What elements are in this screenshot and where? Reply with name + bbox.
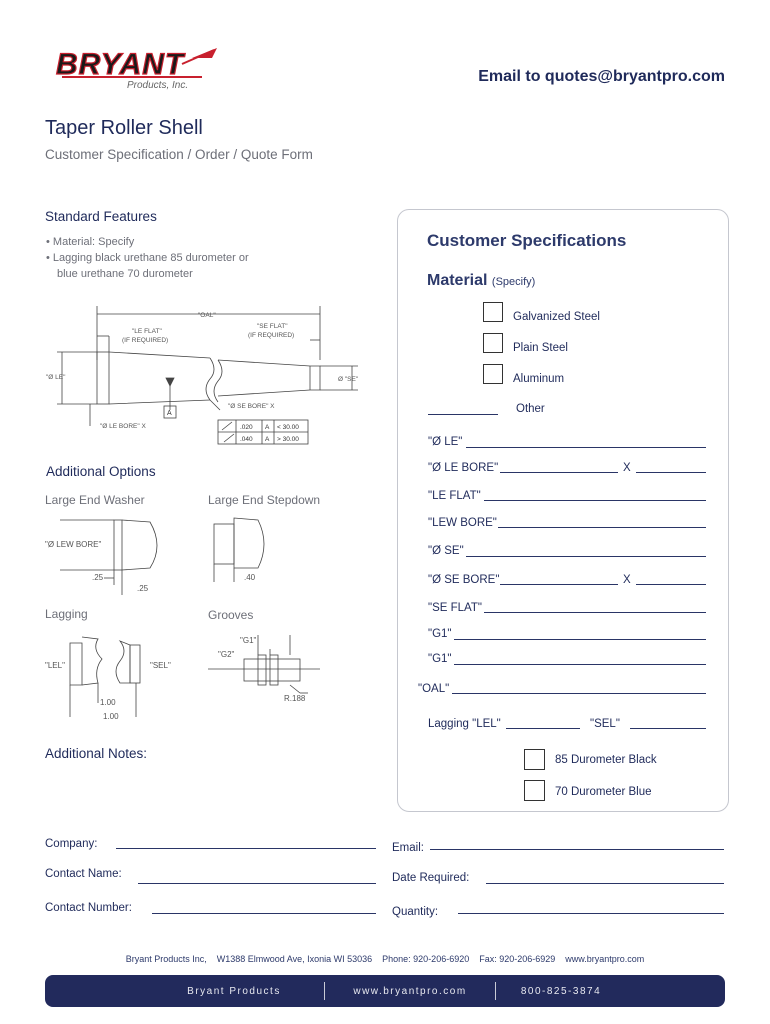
se-bore-label: "Ø SE BORE" X [228, 403, 275, 410]
tol-value-2: .040 [240, 436, 253, 443]
le-dia-label: "Ø LE" [46, 374, 66, 381]
tol-datum-1: A [265, 424, 270, 431]
galvanized-checkbox[interactable] [483, 302, 503, 322]
lagging-title: Lagging [45, 607, 88, 621]
se-dia-input[interactable] [466, 556, 706, 557]
standard-features-heading: Standard Features [45, 209, 157, 224]
aluminum-checkbox[interactable] [483, 364, 503, 384]
grooves-drawing [200, 625, 330, 715]
footer-address: Bryant Products Inc, W1388 Elmwood Ave, Ixonia WI 53036 Phone: 920-206-6920 Fax: 920-206-6929 www.bryantpro.com [125, 954, 645, 964]
g1-second-input[interactable] [454, 664, 706, 665]
durometer-85-checkbox[interactable] [524, 749, 545, 770]
le-dia-input[interactable] [466, 447, 706, 448]
company-input[interactable] [116, 848, 376, 849]
feature-text-continued: blue urethane 70 durometer [57, 268, 193, 280]
tol-value-1: .020 [240, 424, 253, 431]
other-material-field[interactable] [428, 414, 498, 415]
quantity-input[interactable] [458, 913, 724, 914]
aluminum-label: Aluminum [513, 373, 565, 385]
radius-label: R.188 [284, 694, 306, 703]
le-dia-field-label: "Ø LE" [428, 436, 463, 448]
durometer-70-checkbox[interactable] [524, 780, 545, 801]
grooves-title: Grooves [208, 608, 254, 622]
tol-cond-2: > 30.00 [277, 436, 299, 443]
le-bore-x: X [623, 462, 631, 474]
feature-text: Material: Specify [52, 236, 135, 248]
durometer-85-label: 85 Durometer Black [555, 754, 657, 766]
contact-number-input[interactable] [152, 913, 376, 914]
le-bore-depth-input[interactable] [636, 472, 706, 473]
le-flat-field-label: "LE FLAT" [428, 490, 481, 502]
washer-dim-1: .25 [92, 573, 104, 582]
g2-label: "G2" [218, 650, 235, 659]
le-flat-label: "LE FLAT" [132, 328, 162, 335]
page-title: Taper Roller Shell [45, 117, 203, 139]
footer-website[interactable]: www.bryantpro.com [353, 985, 467, 997]
other-label: Other [516, 403, 545, 415]
se-bore-field-label: "Ø SE BORE" [428, 574, 500, 586]
se-flat-input[interactable] [484, 612, 706, 613]
se-flat-label: "SE FLAT" [257, 323, 288, 330]
date-required-input[interactable] [486, 883, 724, 884]
datum-label: A [167, 410, 172, 417]
lag-dim-1: 1.00 [100, 698, 116, 707]
g1-label: "G1" [240, 636, 257, 645]
g1-field-label: "G1" [428, 628, 452, 640]
le-bore-field-label: "Ø LE BORE" [428, 462, 499, 474]
lagging-sel-input[interactable] [630, 728, 706, 729]
oal-label: "OAL" [198, 312, 216, 319]
customer-specs-heading: Customer Specifications [427, 231, 627, 250]
logo-sub-text: Products, Inc. [127, 80, 189, 91]
washer-dim-2: .25 [137, 584, 149, 593]
email-label: Email: [392, 842, 424, 854]
le-flat-input[interactable] [484, 500, 706, 501]
lagging-drawing [40, 625, 200, 725]
contact-number-label: Contact Number: [45, 902, 132, 914]
se-dia-label: Ø "SE" [338, 376, 359, 383]
feature-item: • Material: Specify [46, 236, 135, 248]
stepdown-title: Large End Stepdown [208, 493, 321, 507]
lew-bore-field-label: "LEW BORE" [428, 517, 497, 529]
se-bore-x: X [623, 574, 631, 586]
g1-second-field-label: "G1" [428, 653, 452, 665]
lagging-sel-label: "SEL" [590, 718, 620, 730]
company-label: Company: [45, 838, 98, 850]
washer-title: Large End Washer [45, 493, 145, 507]
email-input[interactable] [430, 849, 724, 850]
le-bore-input[interactable] [500, 472, 618, 473]
g1-input[interactable] [454, 639, 706, 640]
material-title: Material [427, 272, 488, 289]
material-specify: (Specify) [491, 276, 536, 288]
taper-roller-drawing [40, 300, 375, 450]
se-bore-depth-input[interactable] [636, 584, 706, 585]
email-instruction: Email to quotes@bryantpro.com [478, 68, 725, 85]
footer-phone: 800-825-3874 [520, 985, 602, 997]
se-flat-req: (IF REQUIRED) [248, 332, 295, 339]
date-required-label: Date Required: [392, 872, 470, 884]
se-flat-field-label: "SE FLAT" [428, 602, 482, 614]
additional-notes-heading: Additional Notes: [45, 746, 148, 761]
tol-datum-2: A [265, 436, 270, 443]
stepdown-drawing [200, 510, 320, 590]
page-subtitle: Customer Specification / Order / Quote Form [45, 147, 313, 162]
se-dia-field-label: "Ø SE" [428, 545, 464, 557]
washer-drawing [40, 510, 200, 600]
le-bore-label: "Ø LE BORE" X [100, 423, 146, 430]
le-flat-req: (IF REQUIRED) [122, 337, 169, 344]
lel-label: "LEL" [45, 661, 65, 670]
lag-dim-2: 1.00 [103, 712, 119, 721]
oal-input[interactable] [452, 693, 706, 694]
quantity-label: Quantity: [392, 906, 439, 918]
feature-item: • Lagging black urethane 85 durometer or [46, 252, 249, 264]
plain-steel-checkbox[interactable] [483, 333, 503, 353]
contact-name-label: Contact Name: [45, 868, 122, 880]
footer-bar [45, 975, 725, 1007]
material-heading [427, 272, 535, 290]
lagging-lel-input[interactable] [506, 728, 580, 729]
lew-bore-label: "Ø LEW BORE" [45, 540, 102, 549]
lew-bore-input[interactable] [498, 527, 706, 528]
stepdown-dim: .40 [244, 573, 256, 582]
feature-text: Lagging black urethane 85 durometer or [52, 252, 249, 264]
bryant-logo [52, 44, 227, 92]
oal-field-label: "OAL" [418, 683, 450, 695]
sel-label: "SEL" [150, 661, 171, 670]
se-bore-input[interactable] [500, 584, 618, 585]
contact-name-input[interactable] [138, 883, 376, 884]
additional-options-heading: Additional Options [46, 464, 156, 479]
lagging-lel-label: Lagging "LEL" [428, 718, 501, 730]
durometer-70-label: 70 Durometer Blue [555, 786, 652, 798]
logo-main-text: BRYANT [56, 48, 185, 81]
footer-company: Bryant Products [187, 985, 281, 997]
tol-cond-1: < 30.00 [277, 424, 299, 431]
galvanized-label: Galvanized Steel [513, 311, 600, 323]
plain-steel-label: Plain Steel [513, 342, 568, 354]
